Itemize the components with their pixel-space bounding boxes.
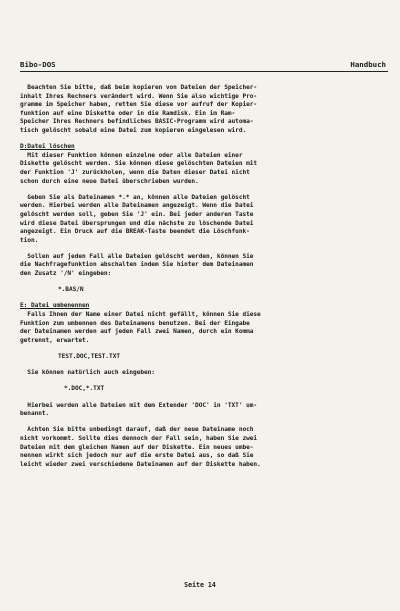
text-line: Falls Ihnen der Name einer Datei nicht gefällt, können Sie diese (20, 311, 261, 319)
text-line: nicht vorkommt. Sollte dies dennoch der Fall sein, haben Sie zwei (20, 434, 258, 442)
text-line: funktion auf eine Diskette oder in die Ramdisk. Ein im Ram- (20, 109, 236, 117)
text-line: der Dateinamen werden auf jeden Fall zwei Namen, durch ein Komma (20, 328, 254, 336)
rename-code-example-1: TEST.DOC,TEST.TXT (58, 353, 120, 360)
text-line: gramme im Speicher haben, retten Sie diese vor aufruf der Kopier- (20, 101, 258, 109)
rename-code-example-2: *.DOC,*.TXT (64, 385, 105, 393)
rename-paragraph-2 (20, 369, 386, 378)
text-line: Mit dieser Funktion können einzelne oder alle Dateien einer (20, 151, 243, 159)
text-line: Sie können natürlich auch eingeben: (20, 369, 155, 377)
text-line: die Nachfragefunktion abschalten indem Sie hinter dem Dateinamen (20, 261, 254, 269)
text-line: werden. Hierbei werden alle Dateinamen angezeigt. Wenn die Datei (20, 202, 254, 210)
intro-paragraph (20, 84, 386, 136)
text-line: leicht wieder zwei verschiedene Dateinamen auf der Diskette haben. (20, 460, 261, 468)
text-line: Sollen auf jeden Fall alle Dateien gelöscht werden, können Sie (20, 252, 254, 260)
header-title: Bibo-DOS (20, 60, 56, 69)
text-line: angezeigt. Ein Druck auf die BREAK-Taste beendet die Löschfunk- (20, 228, 250, 236)
text-line: den Zusatz '/N' eingeben: (20, 270, 112, 278)
text-line: inhalt Ihres Rechners verändert wird. Wenn Sie also wichtige Pro- (20, 92, 258, 100)
text-line: tion. (20, 236, 39, 244)
text-line: benannt. (20, 410, 50, 418)
text-line: schon durch eine neue Datei überschrieben wurden. (20, 177, 199, 185)
page-number: Seite 14 (184, 581, 216, 589)
text-line: Dateien mit dem gleichen Namen auf der Diskette. Ein neues umbe- (20, 443, 254, 451)
text-line: Hierbei werden alle Dateien mit dem Extender 'DOC' in 'TXT' um- (20, 401, 258, 409)
header-rule (20, 71, 388, 72)
delete-paragraph-2 (20, 194, 386, 246)
text-line: getrennt, erwartet. (20, 336, 90, 344)
text-line: wird diese Datei übersprungen und die nächste zu löschende Datei (20, 219, 254, 227)
text-line: Achten Sie bitte unbedingt darauf, daß der neue Dateiname noch (20, 426, 254, 434)
delete-paragraph-3 (20, 253, 386, 279)
section-heading-delete: D:Datei löschen (20, 143, 75, 151)
text-line: Geben Sie als Dateinamen *.* an, können alle Dateien gelöscht (20, 193, 250, 201)
text-line: der Funktion 'J' zurückholen, wenn die Daten dieser Datei nicht (20, 168, 250, 176)
section-heading-rename: E: Datei umbenennen (20, 302, 90, 310)
text-line: nennen wirkt sich jedoch nur auf die erste Datei aus, so daß Sie (20, 452, 254, 460)
text-line: gelöscht werden soll, geben Sie 'J' ein. Bei jeder anderen Taste (20, 210, 254, 218)
text-line: Funktion zum umbennen des Dateinamens benutzen. Bei der Eingabe (20, 319, 250, 327)
delete-code-example: *.BAS/N (58, 286, 84, 294)
rename-paragraph-4 (20, 426, 386, 469)
page-body (20, 84, 386, 477)
text-line: Diskette gelöscht werden. Sie können diese gelöschten Dateien mit (20, 160, 258, 168)
text-line: Beachten Sie bitte, daß beim kopieren von Dateien der Speicher- (20, 84, 258, 91)
rename-paragraph-3 (20, 402, 386, 419)
text-line: Speicher Ihres Rechners befindliches BASIC-Programm wird automa- (20, 118, 254, 126)
delete-paragraph-1 (20, 152, 386, 186)
rename-paragraph-1 (20, 311, 386, 345)
text-line: tisch gelöscht sobald eine Datei zum kopieren eingelesen wird. (20, 126, 247, 134)
page-header (20, 60, 386, 69)
header-subtitle: Handbuch (350, 60, 386, 69)
